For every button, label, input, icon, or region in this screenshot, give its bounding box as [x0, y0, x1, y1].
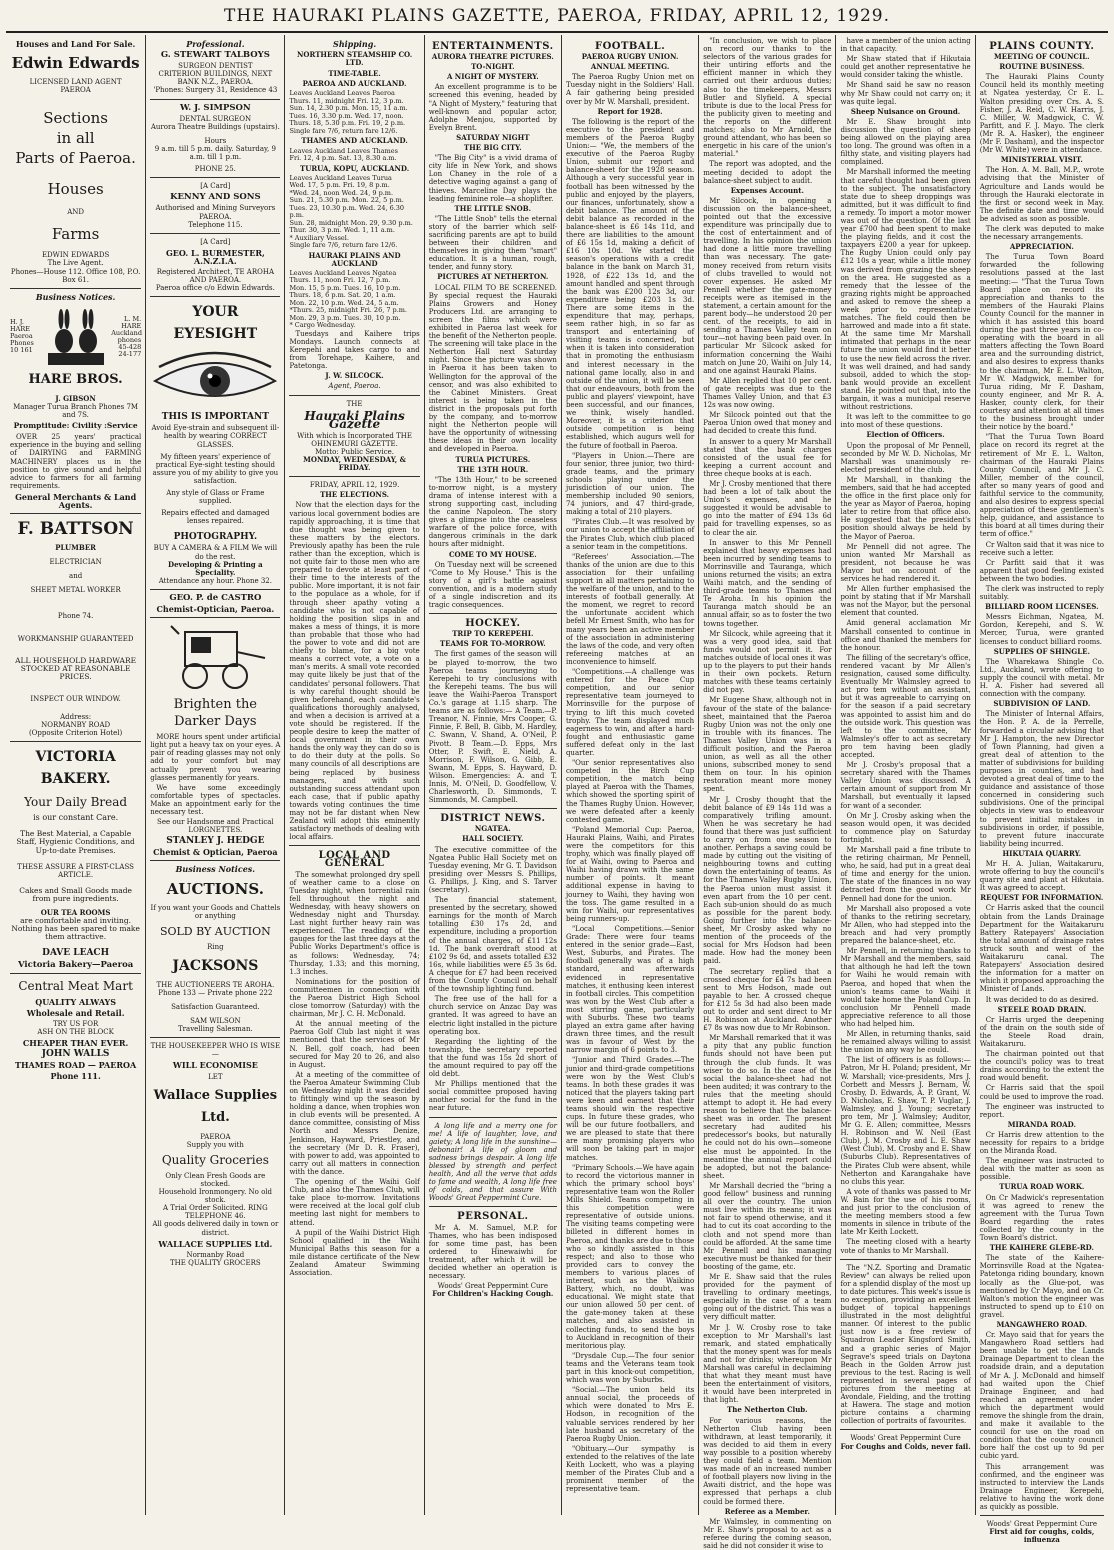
eye-illustration	[151, 349, 279, 409]
come-to-my-house: COME TO MY HOUSE.	[448, 549, 537, 559]
burmester-office: Paeroa office c/o Edwin Edwards.	[155, 284, 275, 293]
district-text-4: Regarding the lighting of the township, the secretary reported that the fund was 15s 2d short of the amount required to pay off the old debt.	[428, 1037, 557, 1079]
column-5-football	[562, 35, 699, 1515]
ad-in-all: in all	[56, 129, 95, 148]
referee-member: Referee as a Member.	[724, 1506, 810, 1516]
daily-bread: Your Daily Bread	[24, 795, 128, 810]
pc-text-11: The Minister of Internal Affairs, the Hon. P. A. de la Perrelle, forwarded a circular advising that Mr J. Hampton, the new Director of Town Planning, had given a great deal of attention to the matter of subdivisions for building purposes in counties, and had devoted a great deal of time to the guidance and assistance of those concerned in considering such subdivisions. One of the principal objects in view was to endeavour to prevent initial mistakes in subdivisions in order, if possible, to prevent future inaccurate liability being incurred.	[979, 710, 1104, 848]
sold-by-auction: SOLD BY AUCTION	[159, 924, 271, 938]
acard-1: [A Card]	[200, 182, 231, 191]
pc-text-24: This arrangement was confirmed, and the engineer was instructed to interview the Lands Drainage Engineer, Kerepehi, relative to having the work done as quickly as possible.	[979, 1462, 1104, 1512]
workmanship: WORKMANSHIP GUARANTEED	[17, 634, 134, 643]
fb-text-36: Mr E. Shaw brought into discussion the question of sheep being allowed on the playing area too long. The ground was often in a filthy state, and visiting players had complained.	[840, 117, 971, 167]
fb-text-29: Mr E. Shaw said that the rules provided for the payment of travelling to ordinary meetings, especially in the case of a team going out of the district. This was a very difficult matter.	[703, 1272, 832, 1322]
saturday-night: SATURDAY NIGHT	[456, 132, 530, 142]
sam-wilson: SAM WILSON	[190, 1017, 241, 1026]
miranda-road: MIRANDA ROAD.	[1007, 1119, 1076, 1129]
jacksons: JACKSONS	[172, 957, 259, 974]
kerepehi-trip: TRIP TO KEREPEHI.	[452, 629, 534, 639]
hare-bros-ad	[10, 307, 141, 367]
timetable-4: Leaves Auckland Leaves Ngatea Thurs. 11, noon Fri. 12, 7 p.m. Mon. 15, 5 p.m. Tues. 16, 10 p.m. Thurs. 18, 6 p.m. Sat. 20, 1 a.m. Mon. 22, 10 p.m. Wed. 24, 5 a.m. *Thurs. 25, midnight Fri. 26, 7 p.m. Mon. 29, 3 p.m. Tues. 30, 10 p.m. * Cargo Wednesday.	[289, 268, 407, 330]
supplies-shingle: SUPPLIES OF SHINGLE.	[993, 646, 1090, 656]
carriage-illustration	[155, 622, 275, 692]
sheet-metal: SHEET METAL WORKER	[30, 586, 121, 595]
let: LET	[208, 1072, 223, 1081]
football-heading: FOOTBALL.	[594, 41, 666, 52]
report-1928: Report for 1928.	[597, 106, 663, 116]
fb-text-30: Mr J. W. Crosby rose to take exception to Mr Marshall's last remark, and stated emphatically that the money spent was for meals and not for drinks; whereupon Mr Marshall was careful in declaiming that what they meant must have been the entertainment of visitors, it would have been interpreted in that light.	[703, 1323, 832, 1405]
hares-illustration	[44, 307, 108, 367]
fb-text-4: "Pirates Club.—It was resolved by our union to accept the affiliation of the Pirates Club, which club placed a senior team in the competitions.	[565, 518, 695, 551]
fb-text-3: "Players in Union.—There are four senior, three junior, two third-grade teams, and the primary schools playing under the jurisdiction of our union. The membership included 90 seniors, 74 juniors, and 47 third-grade, making a total of 210 players.	[565, 451, 695, 517]
agent-title: LICENSED LAND AGENT	[29, 78, 122, 87]
elections-heading: THE ELECTIONS.	[320, 490, 390, 500]
hedge-role: Chemist & Optician, Paeroa	[153, 847, 278, 858]
netherton-pictures: PICTURES AT NETHERTON.	[437, 272, 549, 282]
publishing-days: MONDAY, WEDNESDAY, & FRIDAY.	[303, 455, 407, 473]
fb-text-52: A vote of thanks was passed to Mr W. Bain for the use of his rooms, and just prior to the conclusion of the meeting members stood a few moments in silence in tribute of the late Mr Keith Lockett.	[840, 1187, 971, 1237]
supply: Supply you with	[186, 1140, 244, 1149]
fb-text-46: On Mr J. Crosby asking when the season would open, it was decided to commence play on Saturday fortnight.	[840, 811, 971, 844]
simpson-role: DENTAL SURGEON	[179, 114, 252, 123]
pc-text-17: Cr Harris said that the spoil could be used to improve the road.	[979, 1084, 1104, 1101]
fresh-goods: Only Clean Fresh Goods are stocked.	[165, 1171, 266, 1188]
buy-camera: BUY A CAMERA & A FILM We will do the rest.	[153, 544, 278, 561]
peppermint-poem: A long life and a merry one for me! A life of laughter, love, and gaiety; A long life in the sunshine—debonair! A life of gloom and sadness brings despair. A long life blessed by strength and perfect health, And all the verve that adds to fame and wealth, A long life free of colds, and that assure With Woods' Great Peppermint Cure.	[428, 1121, 557, 1203]
cakes: Cakes and Small Goods made from pure ingredients.	[19, 885, 132, 903]
election-officers: Election of Officers.	[866, 430, 945, 440]
thames-road: THAMES ROAD — PAEROA	[15, 1060, 137, 1071]
quality-always: QUALITY ALWAYS	[35, 996, 116, 1007]
pc-text-8: The clerk was instructed to reply suitably.	[979, 585, 1104, 602]
pc-text-5: "That the Turua Town Board place on record its regret at the retirement of Mr E. L. Walton, chairman of the Hauraki Plains County Council, and Mr J. C. Miller, member of the council, after so many years of good and faithful service to the community, and also desires to express special appreciation of these gentlemen's help, guidance, and assistance to this board at all times during their term of office."	[979, 433, 1104, 539]
fb-text-16: The report was adopted, and the meeting decided to adopt the balance-sheet subject to audit.	[703, 160, 832, 185]
hours-label: Hours	[204, 136, 227, 145]
personal-text: Mr A. M. Samuel, M.P. for Thames, who has been indisposed for some time past, has been ordered to Hinewaiwhi for treatment, after which it will be decided whether an operation is necessary.	[428, 1223, 557, 1281]
hockey-heading: HOCKEY.	[465, 618, 521, 630]
timetable: TIME-TABLE.	[328, 69, 381, 79]
castro-role: Chemist-Optician, Paeroa.	[156, 604, 275, 615]
fb-text-8: "Poland Memorial Cup: Paeroa, Hauraki Plains, Waihi, and Pirates were the competitors for this trophy, which was finally played off for at Waihi, owing to Paeroa and Waihi having drawn with the same number of points. It meant additional expense in having to journey to Waihi, they having won the toss. The game resulted in a win for Waihi, our representatives being runners-up.	[565, 825, 695, 923]
plumber: PLUMBER	[55, 543, 96, 553]
phone-25: PHONE 25.	[194, 165, 236, 174]
hare-left: H. J. HARE Paeroa Phones 10 161	[10, 318, 34, 355]
fb-text-42: Mr Allen further emphasised the point by stating that if Mr Marshall was not the Mayor, but the personal element that counted.	[840, 585, 971, 618]
hikutaia-quarry: HIKUTAIA QUARRY.	[1002, 848, 1082, 858]
ent-text-3: "The Little Snob" tells the eternal story of the barrier which self-sacrificing parents are apt to build between their children and themselves in giving them "smart" education. It is a human, rough, tender, and funny story.	[428, 214, 557, 272]
housekeeper: THE HOUSEKEEPER WHO IS WISE—	[150, 1042, 281, 1059]
turua-pictures: TURUA PICTURES.	[455, 454, 531, 464]
woods-cure-3: Woods' Great Peppermint Cure	[986, 1520, 1098, 1529]
ash-on: ASH ON THE BLOCK	[37, 1027, 114, 1036]
column-8-plains-county	[976, 35, 1108, 1545]
fb-text-9: "Local Competitions.—Senior Grade: There were four teams entered in the senior grade—East, West, Suburbs, and Pirates. The football generally was of a high standard, and afterwards evidenced in representative matches, it enthusing keen interest in football circles. This competition was won by the West Club after a most stirring game, particularly with Suburbs. These two teams played an extra game after having drawn three times, and the result was in favour of West by the narrow margin of 6 points to 3.	[565, 924, 695, 1055]
pc-text-13: Cr Harris asked that the council obtain from the Lands Drainage Department for the Waitakaruru Battery Ratepayers' Association the total amount of drainage rates struck south and west of the Waitakaruru canal. The Ratepayers' Association desired the information for a matter on which it proposed approaching the Minister of Lands.	[979, 904, 1104, 994]
lg-item-6: A pupil of the Waihi District High School qualified in the Waihi Municipal Baths this season for a mile distance certificate of the New Zealand Amateur Swimming Association.	[289, 1228, 420, 1278]
hockey-text: The first games of the season will be played to-morrow, the two Paeroa teams journeying to Kerepehi to try conclusions with the Kerepehi teams. The bus will leave the Waihi-Paeroa Transport Co.'s garage at 1.15 sharp. The teams are as follows:— A Team.—P. Treanor, N. Finnie, Mrs Cooper, G. Finnie, F. Bell, B. Gibb, M. Hardley, C. Swann, V. Shand, A. O'Neil, P. Pivott. B Team.—D. Epps, Mrs Otter, P. Swift, E. Nield, A. Morrison, F. Wilson, G. Gibb, E. Swann, M. Epps, S. Hayward, D. Wilson. Emergencies: A. and T. Innis, M. O'Neil, D. Goodfellow, V. Charlesworth, D. Simmonds, T. Simmonds, M. Campbell.	[428, 650, 557, 805]
hare-bros-name: HARE BROS.	[28, 371, 123, 387]
delivered: All goods delivered daily in town or district.	[152, 1220, 279, 1237]
ad-and: AND	[67, 208, 85, 217]
timetable-2: Leaves Auckland Leaves Thames Fri. 12, 4 p.m. Sat. 13, 8.30 a.m.	[289, 146, 398, 163]
developing: Developing & Printing a Speciality.	[168, 559, 263, 577]
fb-text-38: It was left to the committee to go into most of these questions.	[840, 413, 971, 430]
coughs-colds: For Coughs and Colds, never fail.	[840, 1441, 971, 1451]
fb-text-41: Mr Pennell did not agree. The union wanted Mr Marshall as president, not because he was Mayor but on account of the services he had rendered it.	[840, 542, 971, 583]
kenny-phone: Telephone 115.	[188, 220, 243, 229]
ring: Ring	[207, 942, 224, 951]
and: and	[69, 572, 83, 581]
fb-text-24: Mr Eugene Shaw, although not in favour of the state of the balance-sheet, maintained that the Paeroa Rugby Union was not the only one in trouble with its finances. The Thames Valley Union was in a difficult position, and the Paeroa union, as well as all the other unions, subscribed money to send them on tour. In his opinion restoration meant more money spent.	[703, 696, 832, 794]
talboys-addr: CRITERION BUILDINGS, NEXT BANK N.Z., PAEROA.	[158, 70, 273, 87]
attendance: Attendance any hour. Phone 32.	[158, 576, 272, 585]
photography: PHOTOGRAPHY.	[173, 532, 258, 543]
sheep-nuisance: Sheep Nuisance on Ground.	[850, 106, 961, 116]
address-label: Address:	[60, 713, 92, 721]
agent-sig2: The Live Agent.	[47, 259, 104, 268]
personal-heading: PERSONAL.	[457, 1211, 529, 1223]
fb-text-47: Mr Marshall paid a fine tribute to the retiring chairman, Mr Pennell, who, he said, had put in a great deal of time and energy for the union. The state of the finances in no way detracted from the good work Mr Pennell had done for the union.	[840, 846, 971, 903]
avoid-eyestrain: Avoid Eye-strain and subsequent ill-health by wearing CORRECT GLASSES.	[151, 424, 280, 449]
annual-meeting: ANNUAL MEETING.	[590, 62, 670, 72]
woods-cure-2: Woods' Great Peppermint Cure	[850, 1434, 961, 1443]
talboys-role: SURGEON DENTIST	[178, 62, 253, 71]
auctions: AUCTIONS.	[166, 879, 264, 898]
fb-text-49: Mr Pennell, in returning thanks to Mr Marshall and the members, said that although he had left the town for Waihi he would remain with Paeroa, and hoped that when the union's teams came to Waihi it would take home the Poland Cup. In conclusion Mr Pennell made appreciative reference to all those who had helped him.	[840, 947, 971, 1028]
gibson-role: Manager Turua Branch Phones 7M and 7S.	[13, 402, 139, 420]
fb-text-23: Mr Silcock, while agreeing that it was a very good idea, said that funds would not permit it. For matches outside of local ones it was up to the players to put their hands in their own pockets. Return matches with these teams certainly did not pay.	[703, 629, 832, 695]
sporting-review: The "N.Z. Sporting and Dramatic Review" can always be relied upon for a splendid display of the most up to date pictures. This week's issue is no exception, providing an excellent budget of topical happenings illustrated in the most delightful manner. Of interest to the public just now is a free review of Squadron Leader Kingsford Smith, and a graphic series of Major Segrave's speed trials on Daytona Beach in the Golden Arrow just previous to the test. Racing is well represented in several pages of pictures from the meeting at Avondale, Fielding, and the trotting at Hawera. The stage and motion picture contains a charming collection of portraits of favourites.	[840, 1263, 971, 1426]
turua-kopu: TURUA, KOPU, AUCKLAND.	[300, 163, 410, 173]
turua-road-work: TURUA ROAD WORK.	[999, 1182, 1085, 1192]
pc-text-1: The Hauraki Plains County Council held its monthly meeting at Ngatea yesterday, Cr E. L. Walton presiding over Crs. A. S. Fisher, J. A. Reid, C. W. Harris, J. C. Miller, W. Madgwick, C. W. Parfitt, and F. J. Mayo. The clerk (Mr R. A. Hasker), the engineer (Mr F. Dasham), and the inspector (Mr W. White) were in attendance.	[979, 73, 1104, 155]
fb-text-32: Mr Walmsley, in commenting on Mr E. Shaw's proposal to act as a referee during the coming season, said he did not consider it wise to	[703, 1517, 832, 1550]
pc-text-6: Cr Walton said that it was nice to receive such a letter.	[979, 540, 1104, 557]
gazette-nameplate: Hauraki Plains Gazette	[304, 408, 405, 431]
big-city: THE BIG CITY.	[463, 143, 522, 153]
fb-text-28: Mr Marshall decried the "bring a good fellow" business and running all over the country. The union must live within its means; it was not fair to spend otherwise, and it had to cut its coat according to the cloth and not spend more than could be afforded. At the same time Mr Pennell and his managing executive must be thanked for their boosting of the game, etc.	[703, 1181, 832, 1271]
shipping-heading: Shipping.	[333, 39, 377, 49]
battson-name: F. BATTSON	[17, 519, 134, 540]
agent-name: Edwin Edwards	[11, 54, 140, 73]
agent-town: PAEROA	[60, 86, 91, 95]
more-hours: MORE hours spent under artificial light put a heavy tax on your eyes. A pair of reading glasses may not only add to your comfort but may actually prevent you wearing glasses permanently for years.	[150, 733, 281, 782]
any-style: Any style of Glass or Frame supplied.	[166, 489, 265, 506]
ngatea: NGATEA.	[474, 824, 511, 834]
pc-text-22: The state of the Kaihere-Morrinsville Road at the Ngatea-Patetonga riding boundary, known locally as the Glue-pot, was mentioned by Cr Mayo, and on Cr. Walton's motion the engineer was instructed to spend up to £10 on gravel.	[979, 1254, 1104, 1319]
kenny-name: KENNY AND SONS	[170, 192, 261, 203]
business-notices: Business Notices.	[175, 864, 256, 875]
tea-rooms-text: are comfortable and inviting. Nothing has been spared to make them attractive.	[11, 916, 140, 942]
business-heading: Business Notices.	[35, 291, 116, 302]
castro-name: GEO. P. de CASTRO	[169, 592, 262, 603]
fb-text-31: For various reasons, the Netherton Club having been withdrawn, at least temporarily, it was decided to aid them in every way possible to a position whereby they could field a team. Mention was made of an increased number of football players now living in the Awaiti district, and the hope was expressed that perhaps a club could be formed there.	[703, 1416, 832, 1506]
thirteenth-hour: THE 13TH HOUR.	[457, 464, 529, 474]
burmester-name: GEO. L. BURMESTER, A.N.Z.I.A.	[165, 247, 265, 266]
childrens-cough: For Children's Hacking Cough.	[432, 1289, 554, 1299]
victoria-bakery-sig: Victoria Bakery—Paeroa	[17, 959, 134, 970]
ent-text-6: On Tuesday next will be screened "Come to My House." This is the story of a girl's battle against convention, and is a modern study of a single indiscretion and its tragic consequences.	[428, 560, 557, 610]
little-snob: THE LITTLE SNOB.	[454, 203, 532, 213]
lg-item-1: The somewhat prolonged dry spell of weather came to a close on Tuesday night, when torrential rain fell throughout the night and Wednesday, with heavy showers on Wednesday night and Thursday. Last night further heavy rain was experienced. The reading of the gauges for the last three days at the Public Works Department's office is as follows: Wednesday, 74; Thursday, 1.33; and this morning, 1.3 inches.	[289, 870, 420, 976]
agent-phones: Phones—House 112. Office 108, P.O. Box 61.	[10, 267, 141, 284]
billiard-licenses: BILLIARD ROOM LICENSES.	[985, 602, 1099, 612]
fb-text-10: "Junior and Third Grades.—The junior and third-grade competitions were won by the West Club's teams. In both these grades it was noticed that the players taking part were keen and earnest that their teams should win the respective cups. In future these grades, who will be our future footballers, and we are pleased to state that there are many promising players who will soon be taking part in major matches.	[565, 1056, 695, 1162]
gibson-name: J. GIBSON	[55, 393, 96, 403]
launch-note: Tuesdays and Kaihere trips Mondays. Launch connects at Kerepehi and takes cargo to and from Torehape, Kaihere, and Patetonga.	[289, 329, 420, 371]
fb-text-22: In answer to this Mr Pennell explained that heavy expenses had been incurred by sending teams to Morrinsville and Tauranga, which unions returned the visits; an extra Waihi match, and the sending of third-grade teams to Thames and Te Aroha. In his opinion the Tauranga match should be an annual affair, so as to foster the two towns together.	[703, 538, 832, 628]
fb-text-7: "Our senior representatives also competed in the Birch Cup competition, the match being played at Paeroa with the Thames, which showed the sporting spirit of the Thames Rugby Union. However, we were defeated after a keenly contested game.	[565, 759, 695, 824]
meeting-of-council: MEETING OF COUNCIL.	[994, 52, 1090, 62]
pc-text-21: On Cr Madwick's representation it was agreed to renew the agreement with the Turua Town Board regarding the rates collected by the county in the Town Board's district.	[979, 1193, 1104, 1243]
fb-text-39: Upon the proposal of Mr Pennell, seconded by Mr W. D. Nicholas, Mr Marshall was unanimously re-elected president of the club.	[840, 441, 971, 474]
pc-text-9: Messrs Eichman, Ngatea, M. Gordon, Kerepehi, and S. W. Mercer, Turua, were granted licenses to conduct billiard rooms.	[979, 613, 1104, 646]
pc-text-14: It was decided to do as desired.	[985, 995, 1099, 1004]
your-eyesight: YOUR EYESIGHT	[173, 304, 258, 343]
steele-road: STEELE ROAD DRAIN.	[997, 1004, 1087, 1014]
expenses-account: Expenses Account.	[730, 185, 804, 195]
column-1-ads	[6, 35, 146, 1515]
subdivision: SUBDIVISION OF LAND.	[993, 699, 1091, 709]
fb-text-50: Mr Allen, in returning thanks, said he remained always willing to assist the union in any way he could.	[840, 1030, 971, 1055]
pc-text-19: Cr Harris drew attention to the necessity for repairs to a bridge on the Miranda Road.	[979, 1130, 1104, 1156]
entertainments-heading: ENTERTAINMENTS.	[432, 41, 554, 52]
fb-text-14: "Obituary.—Our sympathy is extended to the relatives of the late Keith Lockett, who was a playing member of the Pirates Club and a prominent member of the representative team.	[565, 1444, 695, 1494]
wholesale: Wholesale and Retail.	[26, 1007, 125, 1018]
fb-text-13: "Social.—The union held its annual social, the proceeds of which were donated to Mrs E. Hodson, in recognition of the valuable services rendered by her late husband as secretary of the Paeroa Rugby Union.	[565, 1386, 695, 1443]
aurora-theatre: AURORA THEATRE PICTURES.	[431, 52, 554, 62]
fb-text-33: have a member of the union acting in that capacity.	[840, 37, 971, 54]
hours-text: 9 a.m. till 5 p.m. daily. Saturday, 9 a.m. till 1 p.m.	[154, 144, 276, 162]
pc-text-16: The chairman pointed out that the council's policy was to treat drains according to the extent the road would benefit.	[979, 1050, 1104, 1083]
general-merchants: General Merchants & Land Agents.	[15, 491, 137, 510]
cheaper: CHEAPER THAN EVER.	[22, 1037, 129, 1048]
phone-111: Phone 111.	[50, 1071, 101, 1082]
kaihere-road: THE KAIHERE GLEBE-RD.	[989, 1243, 1094, 1253]
auctions-text: If you want your Goods and Chattels or anything	[150, 903, 281, 920]
repairs: Repairs effected and damaged lenses repaired.	[161, 509, 270, 526]
hedge-name: STANLEY J. HEDGE	[166, 836, 265, 847]
incorporated: With which is Incorporated THE OHINEMURI GAZETTE.	[297, 431, 412, 448]
ent-text-1: An excellent programme is to be screened this evening, headed by "A Night of Mystery," featuring that well-known and popular actor, Adolphe Menjou, supported by Evelyn Brent.	[428, 83, 557, 132]
ministerial-visit: MINISTERIAL VISIT.	[1000, 155, 1083, 165]
column-7-football-end	[836, 35, 975, 1515]
pc-text-12: Mr H. A. Julian, Waitakaruru, wrote offering to buy the council's quarry site and plant at Hikutaia. It was agreed to accept.	[979, 860, 1104, 893]
ent-text-4: LOCAL FILM TO BE SCREENED. By special request the Hauraki Plains Growers and Honey Producers Ltd. are arranging to screen the films which were exhibited in Paeroa last week for the benefit of the Netherton people. The screening will take place in the Netherton Hall next Saturday night. Since the picture was shown in Paeroa it has been taken to Wellington for the approval of the censor, and was also exhibited to the Cabinet Ministers. Great interest is being taken in the district in the proposals put forth by the company, and to-morrow night the Netherton people will have the opportunity of witnessing these ideas in their own locality and developed in Paeroa.	[428, 283, 557, 454]
john-walls: JOHN WALLS	[41, 1049, 110, 1060]
column-6-football-cont	[699, 35, 836, 1550]
best-material: The Best Material, a Capable Staff, Hygienic Conditions, and Up-to-date Premises.	[16, 829, 135, 855]
routine-business: ROUTINE BUSINESS.	[999, 62, 1085, 72]
wallace-sig: WALLACE SUPPLIES Ltd.	[158, 1238, 273, 1249]
hall-society: HALL SOCIETY.	[462, 834, 524, 844]
masthead: THE HAURAKI PLAINS GAZETTE, PAEROA, FRIDAY, APRIL 12, 1929.	[6, 6, 1108, 33]
talboys-phone: 'Phones: Surgery 31, Residence 43	[153, 86, 278, 95]
fb-text-44: The filling of the secretary's office, rendered vacant by Mr Allen's resignation, caused some difficulty. Eventually Mr Walmsley agreed to act pro tem without an assistant, but it was agreeable to carrying on for the season if a paid secretary was appointed to assist him and do the outside work. This question was left to the committee, Mr Walmsley's offer to act as secretary pro tem having been gladly accepted.	[840, 653, 971, 759]
trial-order: A Trial Order Solicited. RING TELEPHONE 46.	[162, 1204, 268, 1221]
dave-leach: DAVE LEACH	[42, 948, 110, 959]
over-25-years: OVER 25 years' practical experience in the buying and selling of DAIRYING and FARMING MACHINERY places us in the position to give sound and helpful advice to farmers for all farming requirements.	[10, 433, 142, 490]
ad-farms: Farms	[51, 225, 100, 244]
fifteen-years: My fifteen years' experience of practical Eye-sight testing should assure you of my ability to give you satisfaction.	[152, 452, 279, 485]
fb-text-11: "Primary Schools.—We have again to record the victorious manner in which the primary school boys' representative team won the Roller Mills Shield. Teams competing in this competition were representative of outside unions. The visiting teams competing were billeted in different homes in Paeroa, and thanks are due to those who so kindly assisted in this respect; and also to those who provided cars to convey the members to various places of interest, such as the Waikino Battery, which, no doubt, was educational. We might state that our union allowed 50 per cent. of the gate-money taken at these matches, and also assisted in collecting funds, to send the boys to Auckland in recognition of their meritorious play.	[565, 1163, 695, 1350]
pc-text-4: The Turua Town Board forwarded the following resolutions passed at the last meeting:— "That the Turua Town Board place on record its appreciation and thanks to the members of the Hauraki Plains County Council for the manner in which it has assisted this board during the past three years in co-operating with the board in all matters affecting the Town Board area and the surrounding district, and also desires to express thanks to the chairman, Mr E. L. Walton, Mr W. Madgwick, member for Turua riding, Mr F. Dasham, county engineer, and Mr R. A. Hasker, county clerk, for their courtesy and attention at all times to the business brought under their notice by the board."	[979, 253, 1104, 432]
mangawhero-road: MANGAWHERO ROAD.	[996, 1319, 1088, 1329]
wallace-paeroa: PAEROA	[200, 1132, 231, 1141]
talboys-name: G. STEWART TALBOYS	[160, 50, 270, 61]
inspect: INSPECT OUR WINDOW.	[30, 694, 121, 703]
this-is-important: THIS IS IMPORTANT	[161, 412, 269, 423]
fb-text-21: Mr J. Crosby mentioned that there had been a lot of talk about the Union's expenses, and he suggested it would be advisable to go into the matter of £94 13s 6d paid for travelling expenses, so as to clear the air.	[703, 479, 832, 537]
paeroa-auckland: PAEROA AND AUCKLAND.	[302, 79, 407, 89]
editorial-text: Now that the election days for the various local government bodies are rapidly approaching, it is time that due thought was being given to these matters by the electors. Previously apathy has been the rule rather than the exception, which is not quite fair to those men who are prepared to devote at least part of their time to the interests of the public. More important, it is not fair to the populace as a whole, for if through sheer apathy voting a candidate who is not capable of holding the position slips in and makes a mess of things, it is more than probable that those who had the power to vote and did not are chiefly to blame, for a big vote means a correct vote, a vote on a man's merits. A small vote recorded may quite likely be just that of the candidates' personal followers. That is why careful thought should be given beforehand, each candidate's qualifications thoroughly analysed, and when a decision is arrived at a vote should be registered. If the people desire to keep the matter of local government in their own hands the only way they can do so is to do their duty at the polls. So many councils of all descriptions are being replaced by business managers, and with such outstanding success attendant upon each case, that if public apathy towards voting continues the time may not be far distant when New Zealand will adopt this eminently satisfactory methods of dealing with local affairs.	[289, 501, 420, 842]
northern-steamship: NORTHERN STEAMSHIP CO. LTD.	[297, 50, 413, 68]
quality-grocers: THE QUALITY GROCERS	[170, 1258, 261, 1267]
pc-text-3: The clerk was deputed to make the necessary arrangements.	[979, 224, 1104, 242]
pc-text-18: The engineer was instructed to report.	[979, 1102, 1104, 1119]
fb-text-20: In answer to a query Mr Marshall stated that the bank charges consisted of the usual fee for keeping a current account and three cheque books at is each.	[703, 437, 832, 478]
netherton-club: The Netherton Club.	[727, 1405, 808, 1415]
fb-text-15: "In conclusion, we wish to place on record our thanks to the selectors of the various grades for their untiring efforts and the efficient manner in which they carried out their arduous duties; also to the timekeepers, Messrs Butler and Slyfield. A special tribute is due to the local Press for the publicity given to meeting and the reports on the different matches; also to Mr Arnold, the ground attendant, who has been so energetic in his care of the union's material."	[703, 37, 832, 159]
pc-text-2: The Hon. A. M. Ball, M.P., wrote advising that the Minister of Agriculture and Lands would be through the Hauraki electorate in the first or second week in May. The definite date and time would be advised as soon as possible.	[979, 166, 1104, 223]
fb-text-35: Mr Shand said he saw no reason why Mr Shaw could not carry on; it was quite legal.	[840, 81, 971, 106]
district-text-5: Mr Phillips mentioned that the social committee proposed having another social for the fund in the near future.	[428, 1080, 557, 1113]
pc-text-23: Cr. Mayo said that for years the Mangawhero Road settlers had been unable to get the Lands Drainage Department to clean the roadside drain, and a deputation of Mr A. J. McDonald and himself had waited upon the Chief Drainage Engineer, and had reached an agreement under which the department would remove the shingle from the drain, and make it available to the council for use on the road on condition that the county council bore half the cost up to 9d per cubic yard.	[979, 1331, 1104, 1461]
brighten-heading: Brighten the Darker Days	[173, 697, 258, 730]
timetable-3: Leaves Auckland Leaves Turua Wed. 17, 5 p.m. Fri. 19, 8 p.m. *Wed. 24, noon Wed. 24, 9 p.m. Sun. 21, 5.30 p.m. Mon. 22, 5 p.m. Tues. 23, 10.30 p.m. Wed. 24, 6.30 p.m. Sun. 28, midnight Mon. 29, 9.30 p.m. Thur. 30, 3 p.m. Wed. 1, 11 a.m. * Auxiliary Vessel. Single fare 7/6, return fare 12/6.	[289, 173, 413, 250]
acard-2: [A Card]	[200, 237, 231, 246]
district-text-2: The financial statement, presented by the secretary, showed earnings for the month of March totalling £30 17s 2d, and expenditure, including a proportion of the annual charges, of £11 12s 1d. The bank overdraft stood at £102 9s 6d, and assets totalled £32 16s, while liabilities were £5 3s 6d. A cheque for £7 had been received from the County Council on behalf of the township lighting fund.	[428, 896, 557, 994]
column-3-shipping-editorial	[285, 35, 424, 1515]
simpson-name: W. J. SIMPSON	[180, 102, 251, 113]
pc-text-7: Cr Parfitt said that it was apparent that good feeling existed between the two bodies.	[979, 558, 1104, 583]
district-text-3: The free use of the hall for a church service on Anzac Day was granted. It was agreed to have an electric light installed in the picture operating box.	[428, 995, 557, 1036]
fb-text-5: "Referees' Association.—The thanks of the union are due to this association for their unfailing support in all matters pertaining to the welfare of the union, and to the interests of football generally. At the moment, we regret to record the unfortunate accident which befell Mr Ernest Smith, who has for many years been an active member of the association in administering the laws of the code, and very often refereeing matches at an inconvenience to himself.	[565, 552, 695, 666]
lg-item-3: At the annual meeting of the Paeroa Golf Club last night it was mentioned that the services of Mr N. Bell, golf coach, had been secured for May 20 to 26, and also in August.	[289, 1020, 420, 1069]
ad-houses: Houses	[47, 180, 104, 199]
appreciation: APPRECIATION.	[1009, 242, 1074, 252]
central-meat-mart: Central Meat Mart	[18, 978, 133, 993]
woods-cure: Woods' Great Peppermint Cure	[437, 1282, 549, 1291]
see-our: See our Handsome and Practical LORGNETTES.	[157, 818, 274, 835]
agent-sig: EDWIN EDWARDS	[41, 251, 110, 260]
fb-text-26: The secretary replied that a crossed cheque for £4 7s had been sent to Mrs Hodson, made out payable to her. A crossed cheque for £12 5s 3d had also been made out to order and sent direct to Mr H. Robinson at Auckland. Another £7 8s was now due to Mr Robinson.	[703, 967, 832, 1033]
fb-text-25: Mr J. Crosby thought that the debit balance of £9 14s 11d was a comparatively trifling amount. When he was secretary he had found that there was just sufficient to carry on from one season to another. Perhaps a saving could be made by cutting out the visiting of neighbouring towns and cutting down the entertaining of teams. As for the Thames Valley Rugby Union, the Paeroa union must assist it even apart from the 10 per cent. Each sub-union should do as much as possible for the parent body. Going further into the balance-sheet, Mr Crosby asked why no mention of the proceeds of the social for Mrs Hodson had been made. How had the money been paid.	[703, 795, 832, 966]
pc-text-15: Cr Harris urged the deepening of the drain on the south side of the Steele Road drain, Waitakaruru.	[979, 1015, 1104, 1048]
district-text-1: The executive committee of the Ngatea Public Hall Society met on Tuesday evening, Mr G. T. Davidson presiding over Messrs S. Phillips, G. Phillips, J. King, and S. Tarver (secretary).	[428, 845, 557, 894]
houses-land-heading: Houses and Land For Sale.	[15, 39, 136, 49]
fb-text-34: Mr Shaw stated that if Hikutaia could get another representative he would consider taking the whistle.	[840, 55, 971, 80]
column-4-entertainments	[425, 35, 562, 1515]
request-info: REQUEST FOR INFORMATION.	[980, 893, 1104, 903]
timetable-1: Leaves Auckland Leaves Paeroa Thurs. 11, midnight Fri. 12, 3 p.m. Sun. 14, 2.30 p.m. Mon. 15, 11 a.m. Tues. 16, 3.30 p.m. Wed. 17, noon. Thurs. 18, 5.30 p.m. Fri. 19, 2 p.m. Single fare 7/6, return fare 12/6.	[289, 89, 408, 135]
fb-text-19: Mr Silcock pointed out that the Paeroa Union owed that money and had decided to create this fund.	[703, 411, 832, 436]
columns	[6, 35, 1108, 1550]
column-2-ads	[146, 35, 285, 1515]
kenny-role: Authorised and Mining Surveyors PAEROA.	[155, 204, 276, 221]
paeroa-rugby-union: PAEROA RUGBY UNION.	[581, 52, 679, 62]
hare-right: L. M. HARE Auckland phones 45-428 24-177	[111, 314, 142, 358]
ent-text-5: "The 13th Hour," to be screened to-morrow night, is a mystery drama of intense interest with a strong supporting cast, including the canine Napoleon. The story gives a glimpse into the ceaseless warfare of the police force, with dangerous criminals in the dark hours after midnight.	[428, 475, 557, 549]
ironmongery: Household Ironmongery. No old stock.	[158, 1188, 273, 1205]
quality-groceries: Quality Groceries	[161, 1152, 269, 1167]
teams-tomorrow: TEAMS FOR TO-MORROW.	[439, 639, 546, 649]
travelling: Travelling Salesman.	[178, 1025, 253, 1034]
pc-text-20: The engineer was instructed to deal with the matter as soon as possible.	[979, 1157, 1104, 1182]
plains-county-heading: PLAINS COUNTY.	[989, 41, 1095, 52]
lg-item-2: Nominations for the position of committeemen in connection with the Paeroa District High School close tomorrow (Saturday) with the chairman, Mr J. C. H. McDonald.	[289, 977, 420, 1019]
fb-text-51: The list of officers is as follows:— Patron, Mr H. Poland; president, Mr W. Marshall; vice-presidents, Mrs J. Corbett and Messrs J. Bernam, W. Crosby, D. Edwards, A. P. Grant, W. D. Nicholas, E. Shaw, T. P. Vuglar, J. Walmsley, and J. Young; secretary pro tem, Mr J. Walmsley; Auditor, Mr G. E. Allen; committee, Messrs H. Robinson and W. Neil (East Club), J. M. Crosby and L. E. Shaw (West Club), M. Crosby and E. Shaw (Suburbs Club). Representatives of the Pirates Club were absent, while Netherton and Karangahake have no clubs this year.	[840, 1056, 971, 1186]
tonight: TO-NIGHT.	[471, 62, 515, 72]
address: NORMANBY ROAD	[41, 721, 111, 730]
professional-heading: Professional.	[186, 39, 245, 49]
fb-text-6: "Competitions.—A challenge was entered for the Peace Cup competition, and our senior representative team journeyed to Morrinsville for the purpose of trying to lift this much coveted trophy. The team displayed much eagerness to win, and after a hard-fought and enthusiastic game suffered defeat only in the last quarter.	[565, 668, 695, 757]
pc-text-10: The Wharekawa Shingle Co. Ltd., Auckland, wrote offering to supply the council with metal. Mr H. A. Fisher had severed all connection with the company.	[979, 657, 1104, 699]
night-of-mystery: A NIGHT OF MYSTERY.	[446, 72, 539, 82]
silcock-name: J. W. SILCOCK.	[325, 371, 384, 381]
hauraki-auckland: HAURAKI PLAINS AND AUCKLAND	[308, 250, 401, 268]
district-news-heading: DISTRICT NEWS.	[440, 813, 546, 825]
selection: We have some exceedingly comfortable types of spectacles. Make an appointment early for the necessary test.	[150, 783, 281, 816]
fb-text-18: Mr Allen replied that 10 per cent. of gate receipts was due to the Thames Valley Union, and that £3 12s was now owing.	[703, 376, 832, 410]
lg-item-5: The opening of the Waihi Golf Club, and also the Thames Club, will take place to-morrow. Invitations were received at the local golf club meeting last night for members to attend.	[289, 1178, 420, 1227]
the: THE	[346, 399, 363, 408]
phone-74: Phone 74.	[57, 612, 94, 621]
normanby: Normanby Road	[186, 1250, 245, 1259]
fb-text-12: "Drysdale Cup.—The four senior teams and the Veterans team took part in this knock-out competition, which was won by Suburbs.	[565, 1351, 695, 1385]
fb-text-40: Mr Marshall, in thanking the members, said that he had accepted the office in the first place only for the year as Mayor of Paeroa, hoping later to retire from that office also. He suggested that the president's position should always be held by the Mayor of Paeroa.	[840, 475, 971, 541]
victoria-bakery: VICTORIA BAKERY.	[35, 749, 116, 788]
electrician: ELECTRICIAN	[49, 558, 102, 567]
constant-care: is our constant Care.	[33, 813, 119, 823]
local-general-heading: LOCAL AND GENERAL	[318, 850, 391, 870]
fb-text-37: Mr Marshall informed the meeting that careful thought had been given to the subject. The unsatisfactory state due to sheep droppings was admitted, but it was difficult to find a remedy. To import a motor mower was out of the question. Of the last year £700 had been spent to make the playing fields, and it cost the taxpayers £200 a year for upkeep. The Rugby Union could only pay £12 10s a year, while a little money was derived from grazing the sheep on the area. He suggested as a remedy that the lessee of the grazing rights might be approached and asked to remove the sheep a week prior to representative matches. The field could then be harrowed and made into a fit state. At the same time Mr Marshall intimated that perhaps in the near future the union would find it better to use the new field across the river. It was well drained, and had sandy subsoil, added to which the stop-bank would provide an excellent stand. He pointed out that, into the bargain, it was a municipal reserve without restrictions.	[840, 168, 971, 412]
try-us: TRY US FOR	[52, 1019, 99, 1028]
simpson-addr: Aurora Theatre Buildings (upstairs).	[150, 122, 280, 131]
thames-auckland: THAMES AND AUCKLAND.	[301, 136, 408, 146]
satisfaction: Satisfaction Guaranteed.	[171, 1003, 260, 1011]
motto: Motto: Public Service.	[315, 447, 395, 456]
fb-text-48: Mr Marshall also proposed a vote of thanks to the retiring secretary, Mr Allen, who had stepped into the breach and had very promptly prepared the balance-sheet, etc.	[840, 904, 971, 946]
lg-item-4: At a meeting of the committee of the Paeroa Amateur Swimming Club on Wednesday night it was decided to fittingly wind up the season by holding a dance, when trophies won in club events will be presented. A dance committee, consisting of Miss North and Messrs Denize, Jenkinson, Hayward, Priestley, and the secretary (Mr D. R. Fraser), with power to add, was appointed to carry out all matters in connection with the dance.	[289, 1070, 420, 1176]
jacksons-role: THE AUCTIONEERS TE AROHA.	[156, 980, 275, 989]
editorial-date: FRIDAY, APRIL 12, 1929.	[309, 481, 400, 490]
tea-rooms: OUR TEA ROOMS	[40, 908, 111, 918]
promptitude: Promptitude: Civility :Service	[13, 421, 138, 431]
burmester-role: Registered Architect, TE AROHA AND PAEROA.	[156, 267, 274, 285]
hardware: ALL HOUSEHOLD HARDWARE STOCKED AT REASONABLE PRICES.	[15, 655, 137, 681]
economise: WILL ECONOMISE	[172, 1060, 258, 1071]
first-aid: First aid for coughs, colds, influenza	[989, 1527, 1095, 1545]
fb-text-2: The following is the report of the executive to the president and members of the Paeroa Rugby Union:— "We, the members of the executive of the Paeroa Rugby Union, submit our report and balance-sheet for the 1928 season. Although a very successful year in football has been witnessed by the public and enjoyed by the players, our finances, unfortunately, show a debit balance. The amount of the debit balance as recorded in the balance-sheet is £6 14s 11d, and there are liabilities to the amount of £6 15s 1d, making a deficit of £16 10s 10d. We started the season's operations with a credit balance in the bank on March 31, 1928, of £22 13s 1d, and the amount handled and spent through the bank was £200 12s 3d, our expenditure being £203 1s 3d. There are some items in the expenditure that may, perhaps, seem rather high, in so far as transport and entertaining of visiting teams is concerned, but when it is taken into consideration that in promoting the enthusiasm and interest necessary in the national game locally, also in and outside of the union, it will be seen that our endeavours, both from the public and players' viewpoint, have been successful, and our finances, we think, wisely handled. Moreover, it is a criterion that outside competition is being established, which augurs well for the future of football in Paeroa.	[565, 117, 695, 450]
fb-text-53: The meeting closed with a hearty vote of thanks to Mr Marshall.	[840, 1238, 971, 1255]
address2: (Opposite Criterion Hotel)	[28, 729, 123, 738]
agent-paeroa: Agent, Paeroa.	[328, 382, 381, 391]
fb-text-43: Amid general acclamation Mr Marshall consented to continue in office and thanked the members for the honour.	[840, 619, 971, 652]
fb-text-1: The Paeroa Rugby Union met on Tuesday night in the Soldiers' Hall. A fair gathering being presided over by Mr W. Marshall, president.	[565, 73, 695, 106]
fb-text-17: Mr Silcock, in opening a discussion on the balance-sheet, pointed out that the excessive expenditure was principally due to the cost of entertainment and of travelling. In his opinion the union had done a little more travelling than was necessary. The gate-money received from return visits of clubs travelled to would not cover expenses. He asked Mr Pennell whether the gate-money receipts were as itemised in the statement, a certain amount for the parent body—he understood 20 per cent. of the receipts, to aid in sending a Thames Valley team on tour—not having been paid over. In particular Mr Silcock asked for information concerning the Waihi match on June 20, Waihi on July 14, and one against Hauraki Plains.	[703, 196, 832, 375]
fb-text-27: Mr Marshall remarked that it was a pity that any public function funds should not have been put through the club funds. It was wiser to do so. In the case of the social the balance-sheet had not been audited; it was contrary to the rules that the meeting should attempt to adopt it. He had every reason to believe that the balance-sheet was in order. The present secretary had audited his predecessor's books, but naturally he could not do his own—someone else must be appointed. In the meantime the annual report could be adopted, but not the balance-sheet.	[703, 1034, 832, 1180]
wallace-supplies: Wallace Supplies Ltd.	[153, 1087, 278, 1125]
ad-sections: Sections	[43, 109, 108, 128]
assure: THESE ASSURE A FIRST-CLASS ARTICLE.	[17, 862, 134, 879]
ent-text-2: "The Big City" is a vivid drama of city life in New York, and shows Lon Chaney in the role of a detective waging against a gang of thieves. Marceline Day plays the leading feminine role—a shoplifter.	[428, 154, 557, 203]
ad-parts: Parts of Paeroa.	[15, 149, 136, 168]
fb-text-45: Mr J. Crosby's proposal that a secretary shared with the Thames Valley Union was discussed. A certain amount of support from Mr Marshall, but eventually it lapsed for want of a seconder.	[840, 761, 971, 810]
jacksons-phone: Phone 133 — Private phone 222	[158, 988, 273, 997]
